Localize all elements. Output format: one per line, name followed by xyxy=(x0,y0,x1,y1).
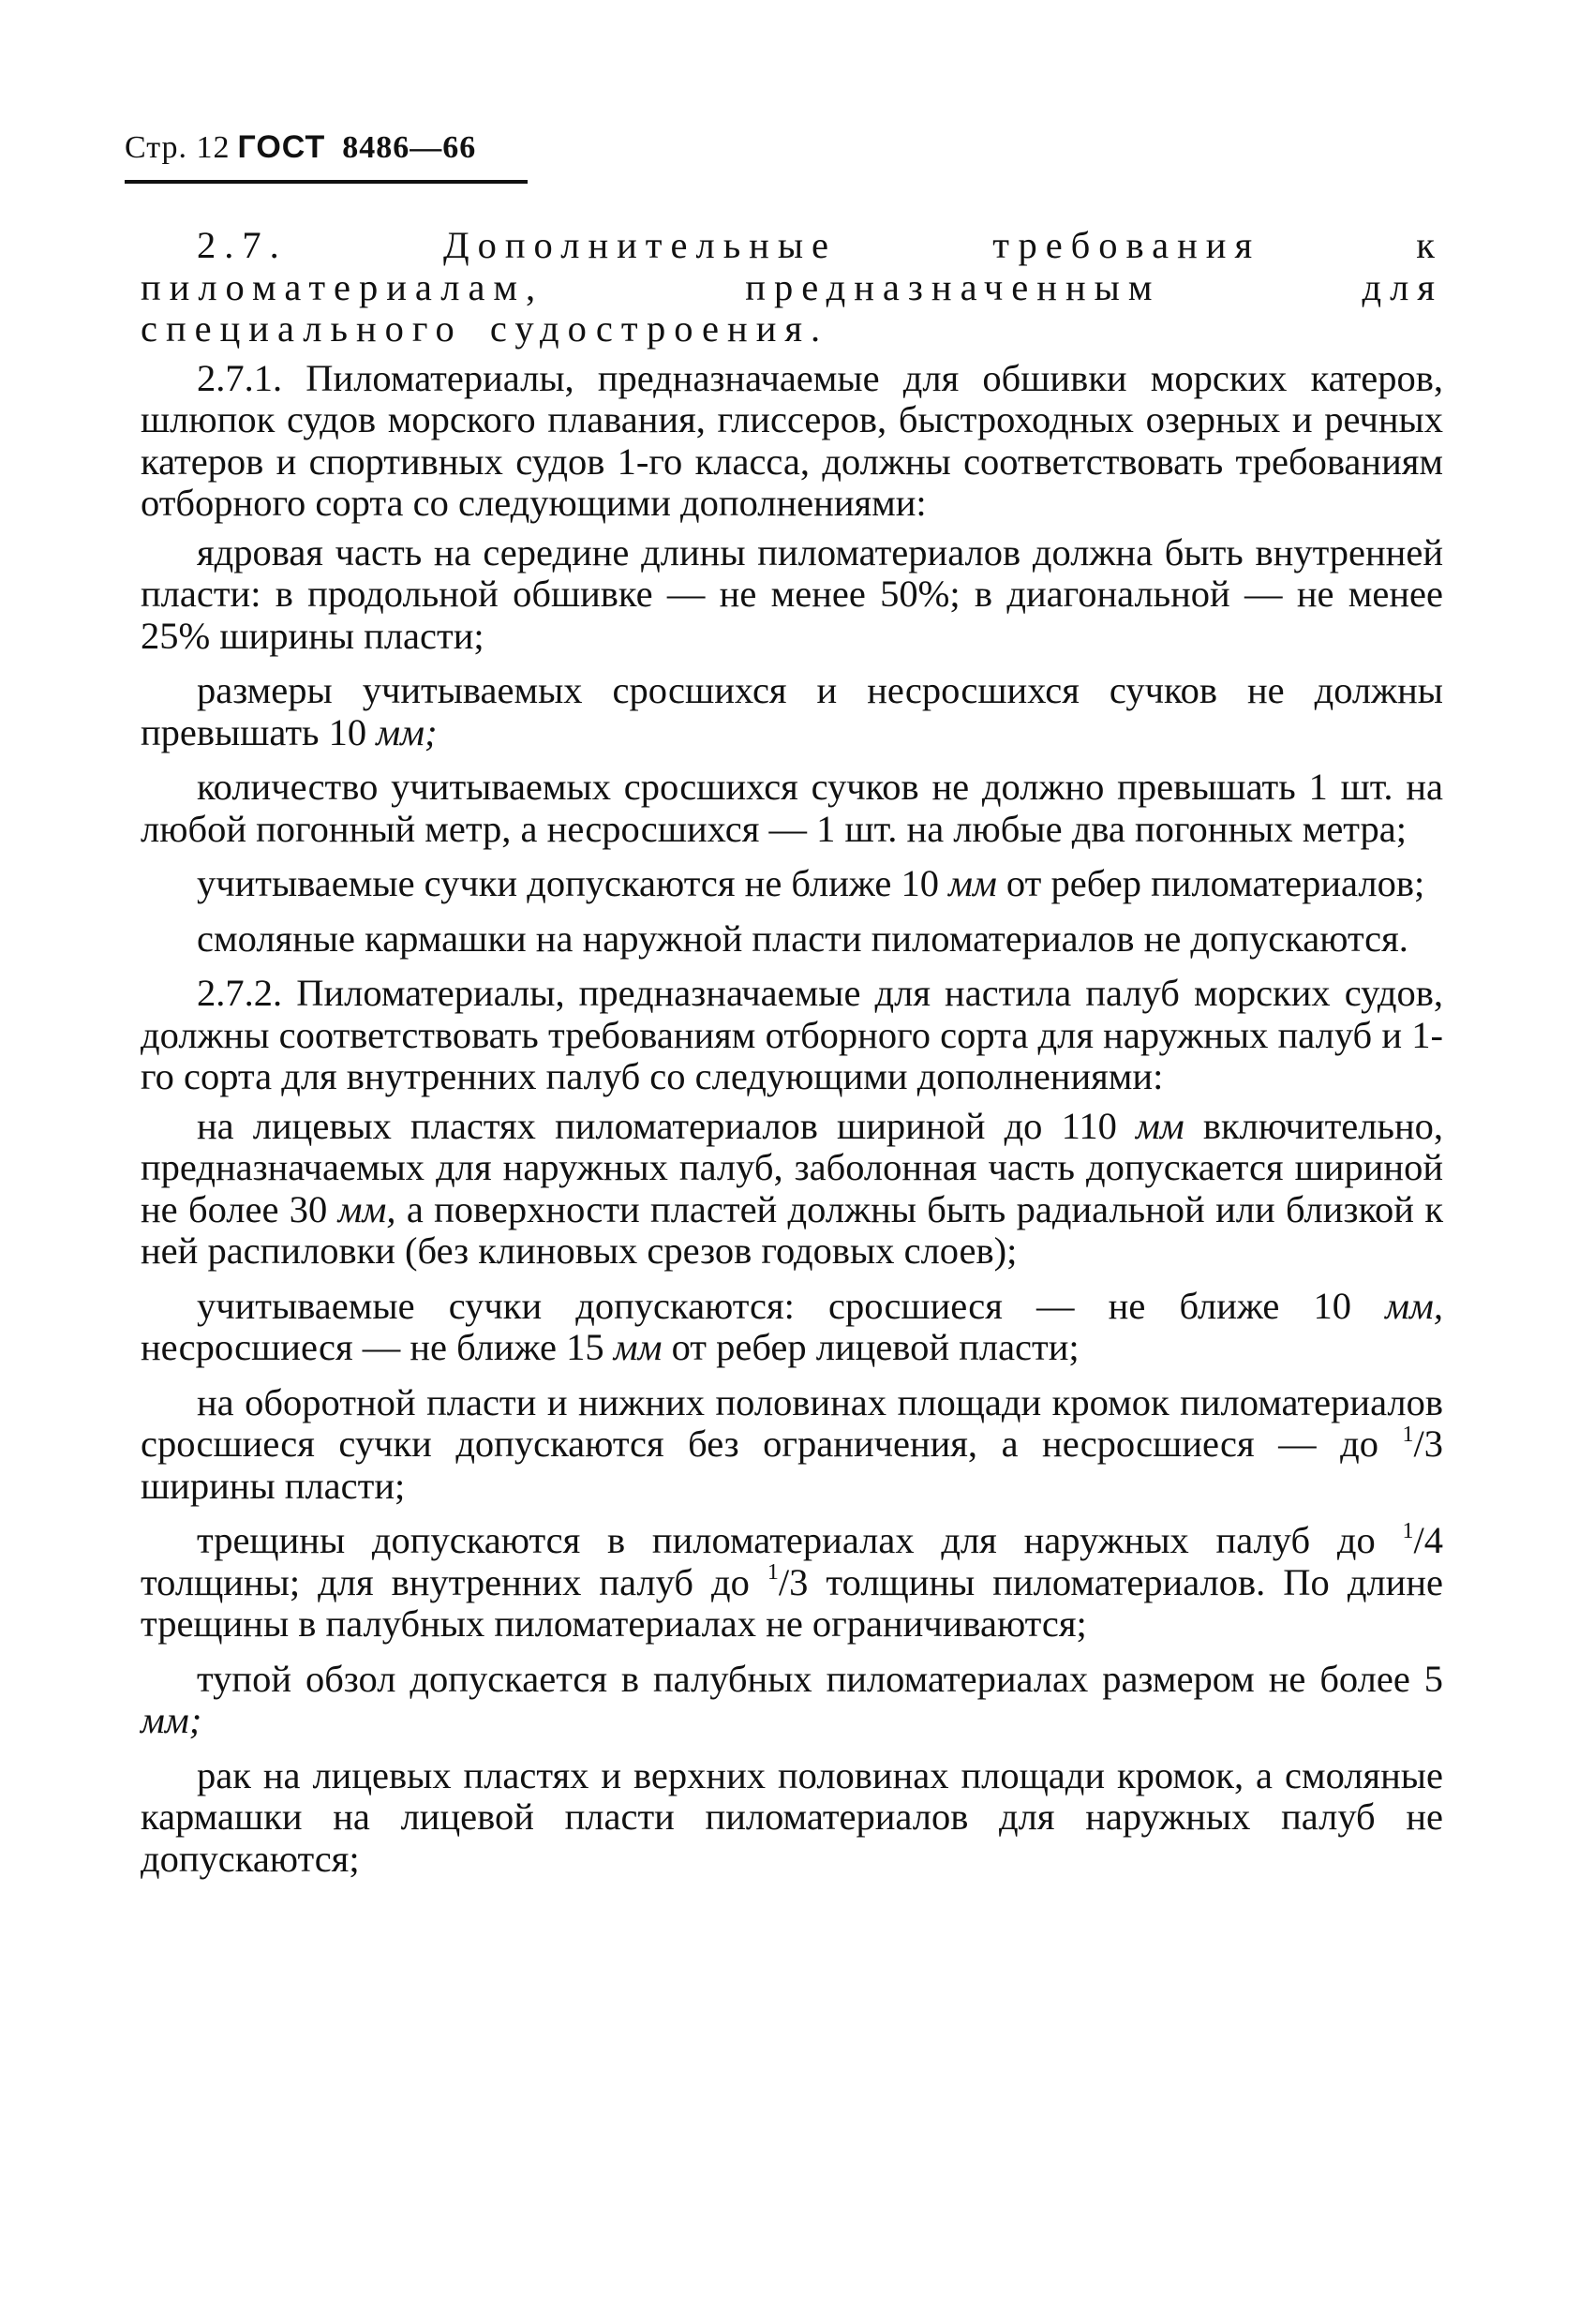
document-body xyxy=(141,225,1443,1893)
clause-2-7-2-item-2: учитываемые сучки допускаются: сросшиеся — не ближе 10 мм, несросшиеся — не ближе 15 мм от ребер лицевой пласти; xyxy=(141,1284,1443,1368)
clause-2-7-1-intro: 2.7.1. Пиломатериалы, предназначаемые для обшивки морских катеров, шлюпок судов морского плавания, глиссеров, быстроходных озерных и речных катеров и спортивных судов 1-го класса, должны соответствовать требованиям отборного сорта со следующими дополнениями: xyxy=(141,356,1443,524)
page-label: Стр. 12 xyxy=(125,130,231,165)
header-rule xyxy=(125,180,528,184)
standard-number: 8486—66 xyxy=(342,130,477,165)
clause-2-7-2-item-4: трещины допускаются в пиломатериалах для наружных палуб до $^1$/4 толщины; для внутренних палуб до $^1$/3 толщины пиломатериалов. По длине трещины в палубных пиломатериалах не ограничиваются; xyxy=(141,1518,1443,1645)
clause-2-7-2-intro: 2.7.2. Пиломатериалы, предназначаемые для настила палуб морских судов, должны соответствовать требованиям отборного сорта для наружных палуб и 1-го сорта для внутренних палуб со следующими дополнениями: xyxy=(141,972,1443,1097)
clause-2-7-1-item-2: размеры учитываемых сросшихся и несросшихся сучков не должны превышать 10 мм; xyxy=(141,669,1443,753)
clause-2-7-2-item-3: на оборотной пласти и нижних половинах площади кромок пиломатериалов сросшиеся сучки допускаются без ограничения, а несросшиеся — до $^1$/3 ширины пласти; xyxy=(141,1380,1443,1507)
clause-2-7-2-item-5: тупой обзол допускается в палубных пиломатериалах размером не более 5 мм; xyxy=(141,1657,1443,1741)
section-2-7-title: 2.7. Дополнительные требования к пиломатериалам, предназначенным для специального судостроения. xyxy=(141,224,1443,350)
clause-2-7-1-item-4: учитываемые сучки допускаются не ближе 10 мм от ребер пиломатериалов; xyxy=(197,862,1425,904)
clause-2-7-1-item-3: количество учитываемых сросшихся сучков не должно превышать 1 шт. на любой погонный метр, а несросшихся — 1 шт. на любые два погонных метра; xyxy=(141,766,1443,850)
clause-2-7-1-item-1: ядровая часть на середине длины пиломатериалов должна быть внутренней пласти: в продольной обшивке — не менее 50%; в диагональной — не менее 25% ширины пласти; xyxy=(141,530,1443,657)
page-header xyxy=(125,129,528,166)
clause-2-7-2-item-1: на лицевых пластях пиломатериалов шириной до 110 мм включительно, предназначаемых для наружных палуб, заболонная часть допускается шириной не более 30 мм, а поверхности пластей должны быть радиальной или близкой к ней распиловки (без клиновых срезов годовых слоев); xyxy=(141,1104,1444,1272)
clause-2-7-2-item-6: рак на лицевых пластях и верхних половинах площади кромок, а смоляные кармашки на лицевой пласти пиломатериалов для наружных палуб не допускаются; xyxy=(141,1753,1443,1880)
standard-label: ГОСТ xyxy=(237,129,326,165)
clause-2-7-1-item-5: смоляные кармашки на наружной пласти пиломатериалов не допускаются. xyxy=(197,916,1408,960)
